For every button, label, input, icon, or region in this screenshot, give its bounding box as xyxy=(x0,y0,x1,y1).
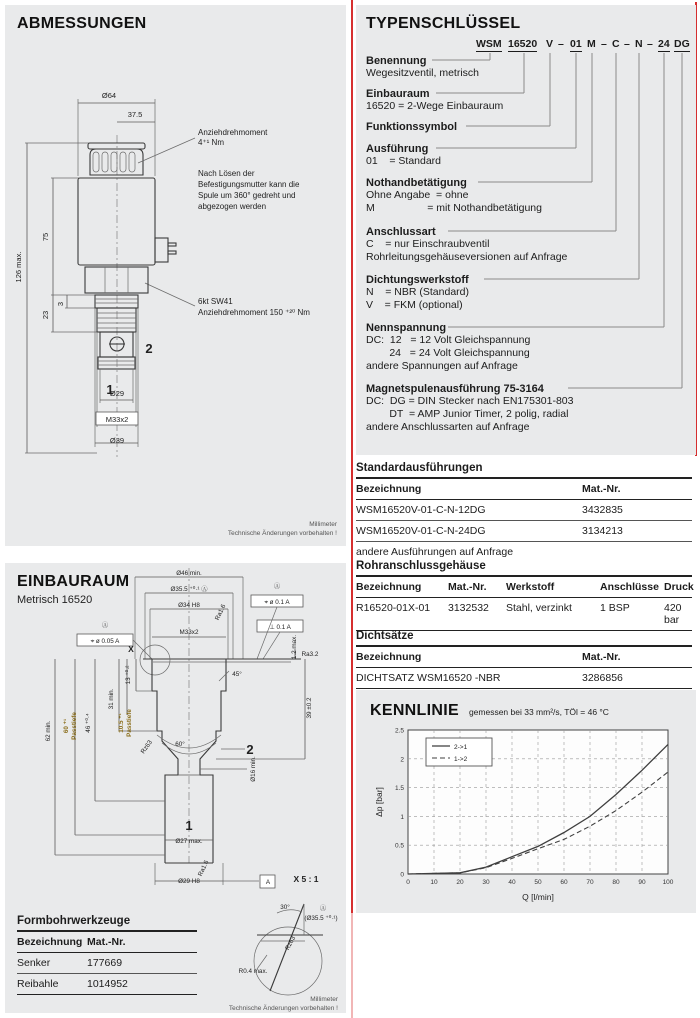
dimension-label: Ra1.6 xyxy=(213,603,228,622)
code-segment: – xyxy=(647,38,653,50)
code-segment: – xyxy=(624,38,630,50)
code-group-line: DC: 12 = 12 Volt Gleichspannung xyxy=(366,334,531,346)
x-tick-label: 60 xyxy=(560,879,568,886)
table-header-row xyxy=(356,479,692,500)
table-cell: 1 BSP xyxy=(600,602,630,614)
code-group-line: 24 = 24 Volt Gleichspannung xyxy=(366,347,530,359)
table-header-row xyxy=(17,932,197,953)
table-cell: 177669 xyxy=(87,957,123,969)
code-segment: 24 xyxy=(658,38,670,50)
dimension-label: Rz63 xyxy=(284,935,298,952)
kennlinie-title: KENNLINIE xyxy=(370,702,459,719)
code-segment: 16520 xyxy=(508,38,538,50)
table-cell: 1014952 xyxy=(87,978,128,990)
table-cell: Senker xyxy=(17,957,51,969)
dimension-label: 30° xyxy=(280,904,290,911)
code-group-title: Magnetspulenausführung 75-3164 xyxy=(366,383,544,395)
column-header: Bezeichnung xyxy=(356,581,422,593)
table-cell: 420 bar xyxy=(664,602,682,626)
dichtsaetze-table xyxy=(356,630,692,689)
column-header: Mat.-Nr. xyxy=(582,483,621,495)
dimension-label: X xyxy=(128,644,134,654)
code-segment: C xyxy=(612,38,620,50)
dimension-label: Ø29 xyxy=(109,389,125,398)
column-header: Bezeichnung xyxy=(356,651,422,663)
dimension-label: Ø27 max. xyxy=(175,838,203,845)
dimension-label: Ø35.5 ⁺⁰·¹ Ⓐ xyxy=(170,586,208,593)
table-cell: Stahl, verzinkt xyxy=(506,602,572,614)
x-tick-label: 50 xyxy=(534,879,542,886)
dimension-label: 2 xyxy=(145,341,153,356)
x-tick-label: 100 xyxy=(662,879,674,886)
table-row xyxy=(17,953,197,974)
legend-label: 1->2 xyxy=(454,756,468,763)
dimension-label: 62 min. xyxy=(45,720,52,742)
code-group-title: Anschlussart xyxy=(366,226,436,238)
dimension-label: 60° xyxy=(175,741,185,748)
pressure-flow-chart xyxy=(372,722,684,908)
y-tick-label: 2 xyxy=(400,756,404,764)
code-group-line: Ohne Angabe = ohne xyxy=(366,189,469,201)
dimension-label: 6kt SW41 xyxy=(198,297,233,306)
dimension-label: Ra1.6 xyxy=(196,859,211,878)
column-divider-rule xyxy=(351,0,353,913)
dimension-label: 75 xyxy=(41,232,50,242)
dimension-label: Anziehdrehmoment 150 ⁺²⁰ Nm xyxy=(198,308,310,317)
code-group-line: 01 = Standard xyxy=(366,155,442,167)
table-cell: 3286856 xyxy=(582,672,623,684)
code-group-line: V = FKM (optional) xyxy=(366,299,463,311)
dimension-label: 39 ±0.2 xyxy=(306,697,313,719)
x-tick-label: 0 xyxy=(406,879,410,886)
kennlinie-subtitle: gemessen bei 33 mm²/s, TÖl = 46 °C xyxy=(468,707,609,717)
dimension-label: Ⓐ xyxy=(273,583,281,590)
code-group-title: Nennspannung xyxy=(366,322,447,334)
dimension-label: Ⓐ xyxy=(101,622,109,629)
table-row xyxy=(356,521,692,542)
code-group-line: DT = AMP Junior Timer, 2 polig, radial xyxy=(366,408,569,420)
dimension-label: Ø16 min. xyxy=(250,756,257,782)
x-tick-label: 70 xyxy=(586,879,594,886)
code-group-benennung xyxy=(366,55,686,80)
dimension-label: Ⓐ xyxy=(319,905,327,912)
dimension-label: Technische Änderungen vorbehalten ! xyxy=(228,1005,338,1012)
table-header-row xyxy=(356,577,692,598)
code-group-title: Ausführung xyxy=(366,143,429,155)
dimension-label: Passtiefe xyxy=(71,712,78,740)
table-title: Rohranschlussgehäuse xyxy=(356,560,692,577)
code-segment: V xyxy=(546,38,554,50)
einbauraum-title: EINBAURAUM xyxy=(17,573,130,590)
typenschluessel-panel xyxy=(356,5,696,455)
dimension-label: Ø46 min. xyxy=(176,570,202,577)
dimension-label: 126 max. xyxy=(14,251,23,283)
column-header: Mat.-Nr. xyxy=(582,651,621,663)
table-cell: 3132532 xyxy=(448,602,489,614)
code-group-magnetspulenausf-hrung-75-3164 xyxy=(366,383,686,434)
column-header: Mat.-Nr. xyxy=(87,936,126,948)
dimension-label: Anziehdrehmoment xyxy=(198,128,268,137)
dimension-label: 31 min. xyxy=(108,688,115,710)
y-tick-label: 1 xyxy=(400,813,404,821)
code-group-nothandbet-tigung xyxy=(366,177,686,215)
dimension-label: Befestigungsmutter kann die xyxy=(198,180,300,189)
code-group-line: M = mit Nothandbetätigung xyxy=(366,202,542,214)
x-tick-label: 10 xyxy=(430,879,438,886)
table-cell: WSM16520V-01-C-N-24DG xyxy=(356,525,486,537)
table-cell: 3432835 xyxy=(582,504,623,516)
code-group-funktionssymbol xyxy=(366,121,686,133)
code-segment: M xyxy=(587,38,596,50)
dimension-label: abgezogen werden xyxy=(198,202,267,211)
code-group-dichtungswerkstoff xyxy=(366,274,686,312)
table-cell: Reibahle xyxy=(17,978,59,990)
dimension-label: 45° xyxy=(232,671,242,678)
formbohrwerkzeuge-table xyxy=(17,915,197,995)
x-tick-label: 20 xyxy=(456,879,464,886)
table-footnote: andere Ausführungen auf Anfrage xyxy=(356,546,514,558)
code-group-title: Dichtungswerkstoff xyxy=(366,274,469,286)
dimension-label: Technische Änderungen vorbehalten ! xyxy=(227,530,337,537)
code-group-einbauraum xyxy=(366,88,686,113)
dimension-label: Ø39 xyxy=(109,436,125,445)
dimension-label: Millimeter xyxy=(309,521,337,528)
table-header-row xyxy=(356,647,692,668)
table-cell: DICHTSATZ WSM16520 -NBR xyxy=(356,672,501,684)
dimension-label: Ø29 H8 xyxy=(178,878,200,885)
dimension-label: 1 xyxy=(185,818,193,833)
code-group-ausf-hrung xyxy=(366,143,686,168)
code-group-line: Wegesitzventil, metrisch xyxy=(366,67,480,79)
dimension-label: 10.5 ⁺¹ xyxy=(118,713,125,733)
code-segment: – xyxy=(601,38,607,50)
code-group-title: Benennung xyxy=(366,55,427,67)
column-header: Mat.-Nr. xyxy=(448,581,487,593)
code-group-line: andere Spannungen auf Anfrage xyxy=(366,360,518,372)
code-group-line: Rohrleitungsgehäuseversionen auf Anfrage xyxy=(366,251,568,263)
dimension-label: ⌖ ø 0.1 A xyxy=(264,599,290,606)
dimension-label: M33x2 xyxy=(179,629,199,636)
dimension-label: 1.2 max. xyxy=(291,634,298,660)
code-group-nennspannung xyxy=(366,322,686,373)
dimension-label: Spule um 360° gedreht und xyxy=(198,191,296,200)
abmessungen-title: ABMESSUNGEN xyxy=(17,15,147,32)
table-title: Formbohrwerkzeuge xyxy=(17,915,197,932)
code-group-line: N = NBR (Standard) xyxy=(366,286,469,298)
typenschluessel-title: TYPENSCHLÜSSEL xyxy=(366,15,521,32)
table-row xyxy=(17,974,197,995)
dimension-label: Passtiefe xyxy=(126,709,133,737)
code-group-anschlussart xyxy=(366,226,686,264)
einbauraum-subtitle: Metrisch 16520 xyxy=(17,594,93,606)
dimension-label: Ø34 H8 xyxy=(178,602,200,609)
dimension-label: R0.4 max. xyxy=(238,968,268,975)
dimension-label: 3 xyxy=(56,301,65,307)
dimension-label: M33x2 xyxy=(105,415,129,424)
y-axis-label: Δp [bar] xyxy=(374,787,384,817)
code-segment: DG xyxy=(674,38,690,50)
column-divider-rule-lower xyxy=(351,913,353,1018)
code-group-line: C = nur Einschraubventil xyxy=(366,238,490,250)
dimension-label: X 5 : 1 xyxy=(293,874,319,884)
dimension-label: 2 xyxy=(246,742,254,757)
code-group-line: andere Anschlussarten auf Anfrage xyxy=(366,421,530,433)
table-title: Standardausführungen xyxy=(356,462,692,479)
rohranschlussgehaeuse-table xyxy=(356,560,692,631)
dimension-label: Nach Lösen der xyxy=(198,169,255,178)
dimension-label: Ø64 xyxy=(101,91,117,100)
dimension-label: 46 ⁺⁰·⁴ xyxy=(85,713,92,733)
table-row xyxy=(356,500,692,521)
table-cell: 3134213 xyxy=(582,525,623,537)
table-title: Dichtsätze xyxy=(356,630,692,647)
y-tick-label: 0.5 xyxy=(394,842,404,850)
kennlinie-panel xyxy=(356,690,696,913)
code-segment: 01 xyxy=(570,38,582,50)
code-group-line: 16520 = 2-Wege Einbauraum xyxy=(366,100,504,112)
y-tick-label: 2.5 xyxy=(394,727,404,735)
dimension-label: 4⁺¹ Nm xyxy=(198,138,224,147)
y-tick-label: 0 xyxy=(400,871,404,879)
x-tick-label: 40 xyxy=(508,879,516,886)
einbauraum-panel xyxy=(5,563,346,1013)
dimension-label: 23 xyxy=(41,310,50,320)
column-header: Druck xyxy=(664,581,694,593)
table-cell: R16520-01X-01 xyxy=(356,602,431,614)
dimension-label: A xyxy=(265,879,271,886)
dimension-label: 1 xyxy=(106,382,114,397)
column-header: Anschlüsse xyxy=(600,581,659,593)
code-group-title: Nothandbetätigung xyxy=(366,177,467,189)
column-header: Bezeichnung xyxy=(17,936,83,948)
column-header: Bezeichnung xyxy=(356,483,422,495)
table-cell: WSM16520V-01-C-N-12DG xyxy=(356,504,486,516)
dimension-label: (Ø35.5 ⁺⁰·¹) xyxy=(304,915,338,922)
dimension-label: 13 ⁺⁰·² xyxy=(125,665,132,685)
x-tick-label: 80 xyxy=(612,879,620,886)
x-axis-label: Q [l/min] xyxy=(522,892,554,902)
valve-dimension-drawing xyxy=(5,5,346,546)
abmessungen-panel xyxy=(5,5,346,546)
code-group-title: Funktionssymbol xyxy=(366,121,458,133)
code-segment: WSM xyxy=(476,38,502,50)
x-tick-label: 30 xyxy=(482,879,490,886)
x-tick-label: 90 xyxy=(638,879,646,886)
table-row xyxy=(356,598,692,631)
code-group-line: DC: DG = DIN Stecker nach EN175301-803 xyxy=(366,395,574,407)
dimension-label: 60 ⁺¹ xyxy=(63,718,70,734)
dimension-label: Rz63 xyxy=(139,739,154,756)
column-header: Werkstoff xyxy=(506,581,555,593)
code-segment: – xyxy=(558,38,564,50)
dimension-label: 37.5 xyxy=(127,110,143,119)
code-group-title: Einbauraum xyxy=(366,88,430,100)
standardausfuehrungen-table xyxy=(356,462,692,558)
dimension-label: Millimeter xyxy=(310,996,338,1003)
table-row xyxy=(356,668,692,689)
dimension-label: ⊥ 0.1 A xyxy=(269,624,291,631)
dimension-label: ⌖ ø 0.05 A xyxy=(90,638,120,645)
code-segment: N xyxy=(635,38,643,50)
y-tick-label: 1.5 xyxy=(394,785,404,793)
dimension-label: Ra3.2 xyxy=(301,651,319,658)
legend-label: 2->1 xyxy=(454,744,468,751)
